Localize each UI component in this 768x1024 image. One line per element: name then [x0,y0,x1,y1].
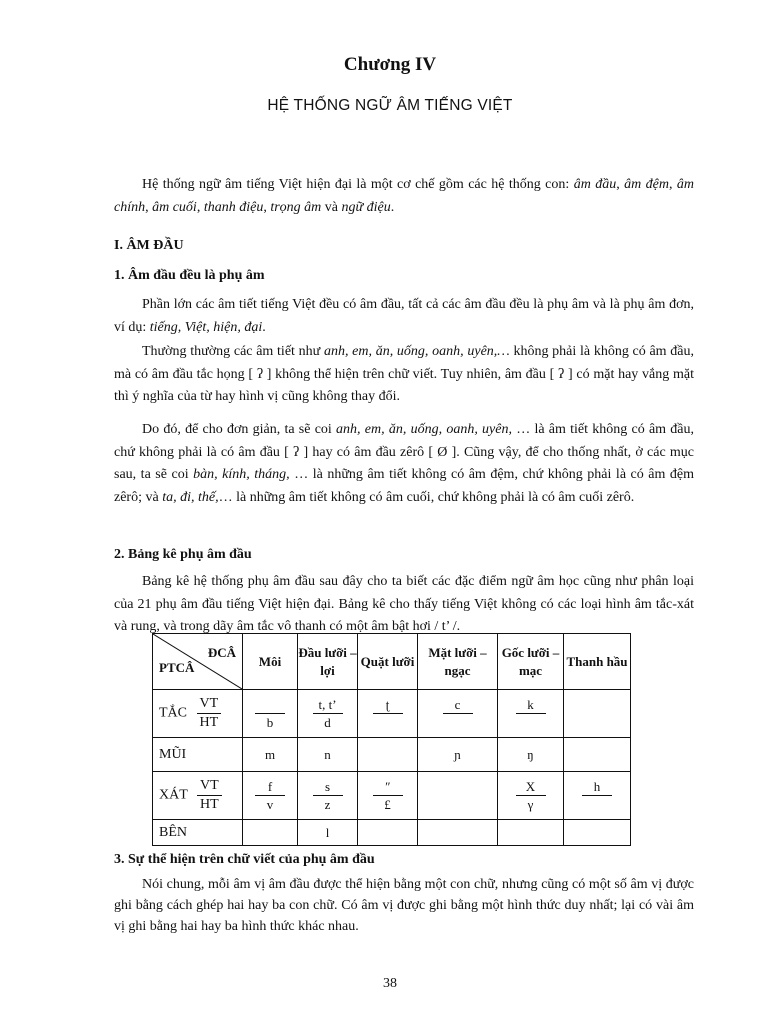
table-cell: $\frac{X}{\gamma}$ [498,772,564,820]
subsection-heading-2: 2. Bảng kê phụ âm đầu [114,547,252,562]
corner-label-bottom: PTCÂ [159,660,195,675]
table-cell [564,820,631,846]
table-cell [564,690,631,738]
table-cell: $\frac{t, t’}{d}$ [298,690,358,738]
table-cell: ʺ £ [358,772,418,820]
table-header-row [153,634,631,690]
column-header: Đầu lưỡi – lợi [298,634,358,690]
section-heading-am-dau: I. ÂM ĐẦU [114,238,184,253]
table-row [153,820,631,846]
table-cell: l [298,820,358,846]
table-cell: ŋ [498,738,564,772]
paragraph-3: Do đó, để cho đơn giản, ta sẽ coi anh, em, ăn, uống, oanh, uyên, … là âm tiết không có âm đầu, chứ không phải là có âm đầu [ ʔ ] hay có âm đầu zêrô [ Ø ]. Cũng vậy, để cho thống nhất, ở các mục sau, ta sẽ coi bàn, kính, tháng, … là những âm tiết không có âm đệm, chứ không phải là có âm đệm zêrô; và ta, đi, thế,… là những âm tiết không có âm cuối, chứ không phải là có âm cuối zêrô. [114,422,695,505]
table-corner-cell [153,634,243,690]
column-header: Gốc lưỡi – mạc [498,634,564,690]
table-cell [418,820,498,846]
table-cell: c [418,690,498,738]
table-cell: n [298,738,358,772]
paragraph-2: Thường thường các âm tiết như anh, em, ăn, uống, oanh, uyên,… không phải là không có âm đầu, mà có âm đầu tắc họng [ ʔ ] không thể hiện trên chữ viết. Tuy nhiên, âm đầu [ ʔ ] có mặt hay vắng mặt thì ý nghĩa của từ hay hình vị cũng không thay đổi. [114,344,695,404]
subsection-heading-3: 3. Sự thể hiện trên chữ viết của phụ âm đầu [114,852,375,867]
column-header: Mặt lưỡi – ngạc [418,634,498,690]
table-cell [358,738,418,772]
corner-label-top: ĐCÂ [207,645,236,660]
column-header: Quặt lưỡi [358,634,418,690]
table-row [153,690,631,738]
table-cell: b [243,690,298,738]
table-row [153,738,631,772]
table-cell [358,820,418,846]
table-cell: m [243,738,298,772]
page-number: 38 [383,976,397,991]
table-cell: $\frac{f}{v}$ [243,772,298,820]
row-label-xat: XÁT $\frac{VT}{HT}$ [153,772,243,820]
table-cell [418,772,498,820]
table-cell [243,820,298,846]
subsection-heading-1: 1. Âm đầu đều là phụ âm [114,268,265,283]
table-cell [564,738,631,772]
chapter-heading: Chương IV [343,54,437,75]
paragraph-1: Phần lớn các âm tiết tiếng Việt đều có âm đầu, tất cả các âm đầu đều là phụ âm và là phụ âm đơn, ví dụ: tiếng, Việt, hiện, đại. [114,297,694,335]
intro-paragraph: Hệ thống ngữ âm tiếng Việt hiện đại là một cơ chế gồm các hệ thống con: âm đầu, âm đệm, âm chính, âm cuối, thanh điệu, trọng âm và ngữ điệu. [114,177,694,215]
consonant-table [152,633,631,846]
row-label-ben: BÊN [153,820,243,846]
paragraph-spelling: Nói chung, mỗi âm vị âm đầu được thể hiện bằng một con chữ, nhưng cũng có một số âm vị được ghi bằng cách ghép hai hay ba con chữ. Có âm vị được ghi bằng một hình thức duy nhất; lại có vài âm vị ghi bằng hai hay ba hình thức khác nhau. [114,877,694,934]
column-header: Thanh hầu [564,634,631,690]
table-cell [498,820,564,846]
table-cell: ʈ [358,690,418,738]
row-label-tac: TẮC $\frac{VT}{HT}$ [153,690,243,738]
table-cell: h [564,772,631,820]
table-cell: k [498,690,564,738]
paragraph-table-intro: Bảng kê hệ thống phụ âm đầu sau đây cho ta biết các đặc điểm ngữ âm học cũng như phân loại của 21 phụ âm đầu tiếng Việt hiện đại. Bảng kê cho thấy tiếng Việt không có các loại hình âm tắc-xát và rung, và trong dãy âm tắc vô thanh có một âm bật hơi / t’ /. [114,574,694,634]
table-cell: $\frac{s}{z}$ [298,772,358,820]
row-label-mui: MŨI [153,738,243,772]
table-cell: ɲ [418,738,498,772]
table-row [153,772,631,820]
chapter-title: HỆ THỐNG NGỮ ÂM TIẾNG VIỆT [267,97,513,114]
column-header: Môi [243,634,298,690]
